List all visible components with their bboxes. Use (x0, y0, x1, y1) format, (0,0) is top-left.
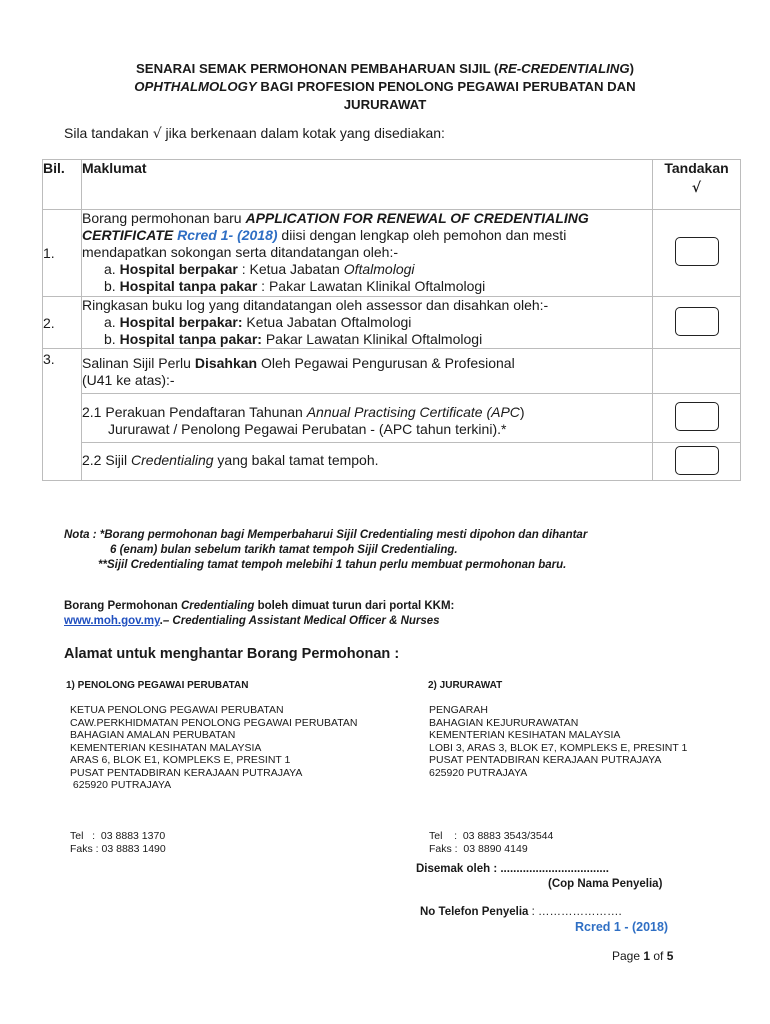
checkbox[interactable] (675, 402, 719, 431)
row-number: 3. (43, 349, 82, 481)
instruction: Sila tandakan √ jika berkenaan dalam kotak yang disediakan: (64, 125, 445, 142)
row-content: Salinan Sijil Perlu Disahkan Oleh Pegawai Pengurusan & Profesional (U41 ke atas):- (82, 349, 653, 394)
row-content: 2.2 Sijil Credentialing yang bakal tamat tempoh. (82, 443, 653, 481)
header-maklumat: Maklumat (82, 160, 653, 210)
table-row (43, 210, 741, 297)
header-bil: Bil. (43, 160, 82, 210)
row-number: 2. (43, 297, 82, 349)
tandakan-cell (653, 349, 741, 394)
tandakan-cell (653, 443, 741, 481)
title-text: ) (629, 61, 634, 76)
title-italic: RE-CREDENTIALING (498, 61, 630, 76)
table-header-row (43, 160, 741, 210)
table-row (43, 394, 741, 443)
row-content: Ringkasan buku log yang ditandatangan oleh assessor dan disahkan oleh:- a. Hospital berpakar: Ketua Jabatan Oftalmologi b. Hospital tanpa pakar: Pakar Lawatan Klinikal Oftalmologi (82, 297, 653, 349)
checkbox[interactable] (675, 307, 719, 336)
cop-nama-penyelia: (Cop Nama Penyelia) (548, 878, 663, 890)
header-tandakan: Tandakan √ (653, 160, 741, 210)
portal-info: Borang Permohonan Credentialing boleh dimuat turun dari portal KKM: www.moh.gov.my.– Credentialing Assistant Medical Officer & Nurses (64, 600, 455, 627)
title-italic: OPHTHALMOLOGY (134, 79, 257, 94)
title-text: SENARAI SEMAK PERMOHONAN PEMBAHARUAN SIJIL ( (136, 61, 499, 76)
table-row (43, 297, 741, 349)
checklist-table (42, 159, 741, 481)
title-text: JURURAWAT (343, 97, 427, 112)
table-row (43, 349, 741, 394)
page-number: Page 1 of 5 (612, 949, 674, 963)
table-row (43, 443, 741, 481)
check-mark-icon: √ (691, 180, 702, 196)
col1-contact: Tel : 03 8883 1370 Faks : 03 8883 1490 (70, 830, 166, 855)
document-title (60, 60, 710, 114)
col2-contact: Tel : 03 8883 3543/3544 Faks : 03 8890 4149 (429, 830, 554, 855)
col1-heading: 1) PENOLONG PEGAWAI PERUBATAN (66, 680, 249, 691)
row-content: 2.1 Perakuan Pendaftaran Tahunan Annual Practising Certificate (APC) Jururawat / Penolong Pegawai Perubatan - (APC tahun terkini).* (82, 394, 653, 443)
tandakan-cell (653, 297, 741, 349)
check-mark-icon: √ (152, 126, 162, 142)
no-telefon-penyelia: No Telefon Penyelia : …………………. (420, 906, 622, 918)
tandakan-cell (653, 210, 741, 297)
checkbox[interactable] (675, 446, 719, 475)
col1-address: KETUA PENOLONG PEGAWAI PERUBATAN CAW.PERKHIDMATAN PENOLONG PEGAWAI PERUBATAN BAHAGIAN AMALAN PERUBATAN KEMENTERIAN KESIHATAN MALAYSIA ARAS 6, BLOK E1, KOMPLEKS E, PRESINT 1 PUSAT PENTADBIRAN KERAJAAN PUTRAJAYA 625920 PUTRAJAYA (70, 704, 358, 791)
title-text: BAGI PROFESION PENOLONG PEGAWAI PERUBATAN DAN (256, 79, 636, 94)
disemak-oleh: Disemak oleh : .................................. (416, 863, 609, 875)
row-content: Borang permohonan baru APPLICATION FOR RENEWAL OF CREDENTIALING CERTIFICATE Rcred 1- (2018) diisi dengan lengkap oleh pemohon dan mesti mendapatkan sokongan serta ditandatangan oleh:- a. Hospital berpakar : Ketua Jabatan Oftalmologi b. Hospital tanpa pakar : Pakar Lawatan Klinikal Oftalmologi (82, 210, 653, 297)
col2-address: PENGARAH BAHAGIAN KEJURURAWATAN KEMENTERIAN KESIHATAN MALAYSIA LOBI 3, ARAS 3, BLOK E7, KOMPLEKS E, PRESINT 1 PUSAT PENTADBIRAN KERAJAAN PUTRAJAYA 625920 PUTRAJAYA (429, 704, 688, 779)
moh-link[interactable]: www.moh.gov.my (64, 615, 160, 627)
alamat-title: Alamat untuk menghantar Borang Permohonan : (64, 646, 400, 662)
nota: Nota : *Borang permohonan bagi Memperbaharui Sijil Credentialing mesti dipohon dan dihantar 6 (enam) bulan sebelum tarikh tamat tempoh Sijil Credentialing. **Sijil Credentialing tamat tempoh melebihi 1 tahun perlu membuat permohonan baru. (64, 529, 588, 571)
tandakan-cell (653, 394, 741, 443)
form-code: Rcred 1 - (2018) (575, 920, 669, 934)
checkbox[interactable] (675, 237, 719, 266)
col2-heading: 2) JURURAWAT (428, 680, 503, 691)
row-number: 1. (43, 210, 82, 297)
